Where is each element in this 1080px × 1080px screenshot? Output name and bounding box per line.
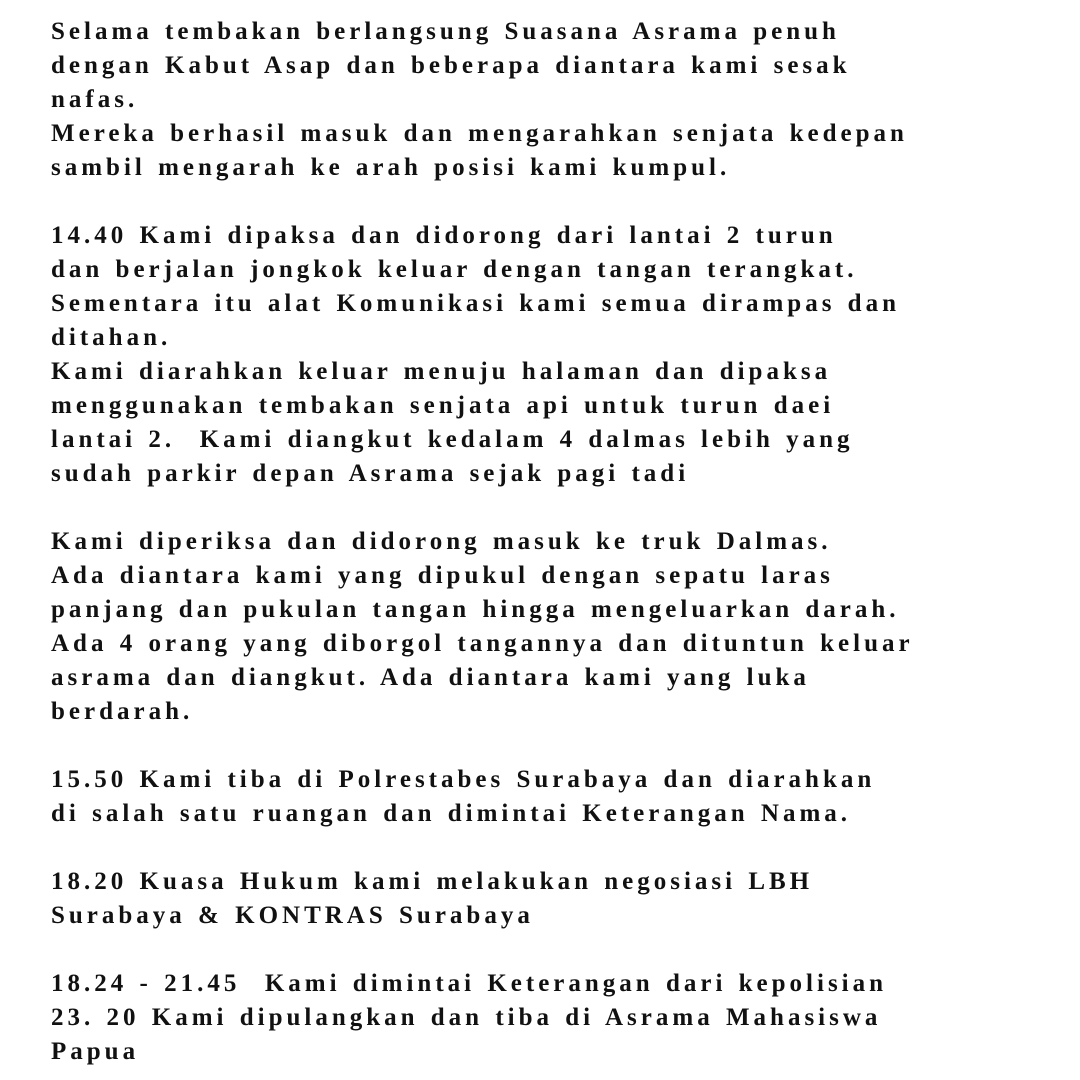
- text-line: Selama tembakan berlangsung Suasana Asrama penuh: [51, 18, 840, 45]
- text-line: Papua: [51, 1038, 140, 1065]
- text-line: dengan Kabut Asap dan beberapa diantara kami sesak: [51, 52, 851, 79]
- text-line: di salah satu ruangan dan dimintai Keterangan Nama.: [51, 800, 852, 827]
- text-line: menggunakan tembakan senjata api untuk turun daei: [51, 392, 835, 419]
- text-line: dan berjalan jongkok keluar dengan tangan terangkat.: [51, 256, 858, 283]
- text-line: 18.24 - 21.45 Kami dimintai Keterangan dari kepolisian: [51, 970, 888, 997]
- text-line: 18.20 Kuasa Hukum kami melakukan negosiasi LBH: [51, 868, 814, 895]
- paragraph-6: [51, 967, 1071, 1069]
- text-line: Ada diantara kami yang dipukul dengan sepatu laras: [51, 562, 834, 589]
- text-line: nafas.: [51, 86, 139, 113]
- text-line: 15.50 Kami tiba di Polrestabes Surabaya dan diarahkan: [51, 766, 876, 793]
- paragraph-1: [51, 15, 1071, 185]
- text-line: 23. 20 Kami dipulangkan dan tiba di Asrama Mahasiswa: [51, 1004, 882, 1031]
- text-line: Sementara itu alat Komunikasi kami semua dirampas dan: [51, 290, 900, 317]
- paragraph-gap: [51, 491, 1071, 525]
- paragraph-gap: [51, 831, 1071, 865]
- text-line: panjang dan pukulan tangan hingga mengeluarkan darah.: [51, 596, 900, 623]
- text-line: berdarah.: [51, 698, 194, 725]
- text-line: lantai 2. Kami diangkut kedalam 4 dalmas lebih yang: [51, 426, 854, 453]
- text-line: ditahan.: [51, 324, 172, 351]
- paragraph-5: [51, 865, 1071, 933]
- paragraph-4: [51, 763, 1071, 831]
- text-line: Ada 4 orang yang diborgol tangannya dan dituntun keluar: [51, 630, 914, 657]
- document-body: [51, 15, 1071, 1069]
- paragraph-3: [51, 525, 1071, 729]
- paragraph-gap: [51, 729, 1071, 763]
- text-line: Mereka berhasil masuk dan mengarahkan senjata kedepan: [51, 120, 908, 147]
- text-line: sudah parkir depan Asrama sejak pagi tadi: [51, 460, 690, 487]
- text-line: Surabaya & KONTRAS Surabaya: [51, 902, 534, 929]
- text-line: sambil mengarah ke arah posisi kami kumpul.: [51, 154, 731, 181]
- text-line: Kami diperiksa dan didorong masuk ke truk Dalmas.: [51, 528, 832, 555]
- text-line: asrama dan diangkut. Ada diantara kami yang luka: [51, 664, 810, 691]
- paragraph-2: [51, 219, 1071, 491]
- text-line: Kami diarahkan keluar menuju halaman dan dipaksa: [51, 358, 832, 385]
- paragraph-gap: [51, 933, 1071, 967]
- paragraph-gap: [51, 185, 1071, 219]
- text-line: 14.40 Kami dipaksa dan didorong dari lantai 2 turun: [51, 222, 837, 249]
